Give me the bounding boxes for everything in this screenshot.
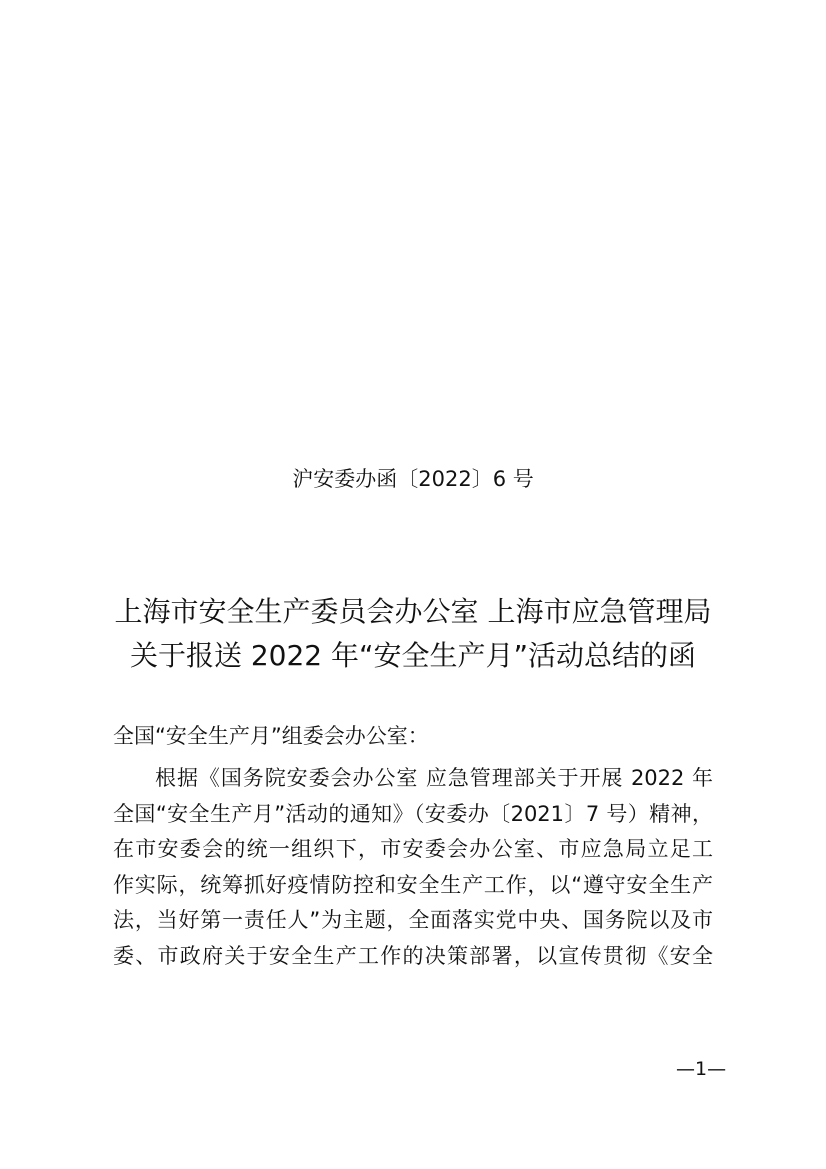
document-number: 沪安委办函〔2022〕6 号 [292,467,534,491]
body-line: 法，当好第一责任人”为主题，全面落实党中央、国务院以及市 [113,908,713,932]
body-text [113,762,713,975]
page-number: —1— [676,1058,727,1080]
title-line-2: 关于报送 2022 年“安全生产月”活动总结的函 [129,639,697,672]
body-line: 在市安委会的统一组织下，市安委会办公室、市应急局立足工 [113,837,713,861]
document-title [0,590,826,678]
title-line-1: 上海市安全生产委员会办公室 上海市应急管理局 [114,595,712,628]
body-line: 委、市政府关于安全生产工作的决策部署，以宣传贯彻《安全 [113,943,713,968]
body-line: 全国“安全生产月”活动的通知》（安委办〔2021〕7 号）精神， [113,801,713,826]
body-line: 作实际，统筹抓好疫情防控和安全生产工作，以“遵守安全生产 [113,872,713,897]
body-line: 根据《国务院安委会办公室 应急管理部关于开展 2022 年 [155,766,713,790]
salutation: 全国“安全生产月”组委会办公室： [113,724,429,748]
